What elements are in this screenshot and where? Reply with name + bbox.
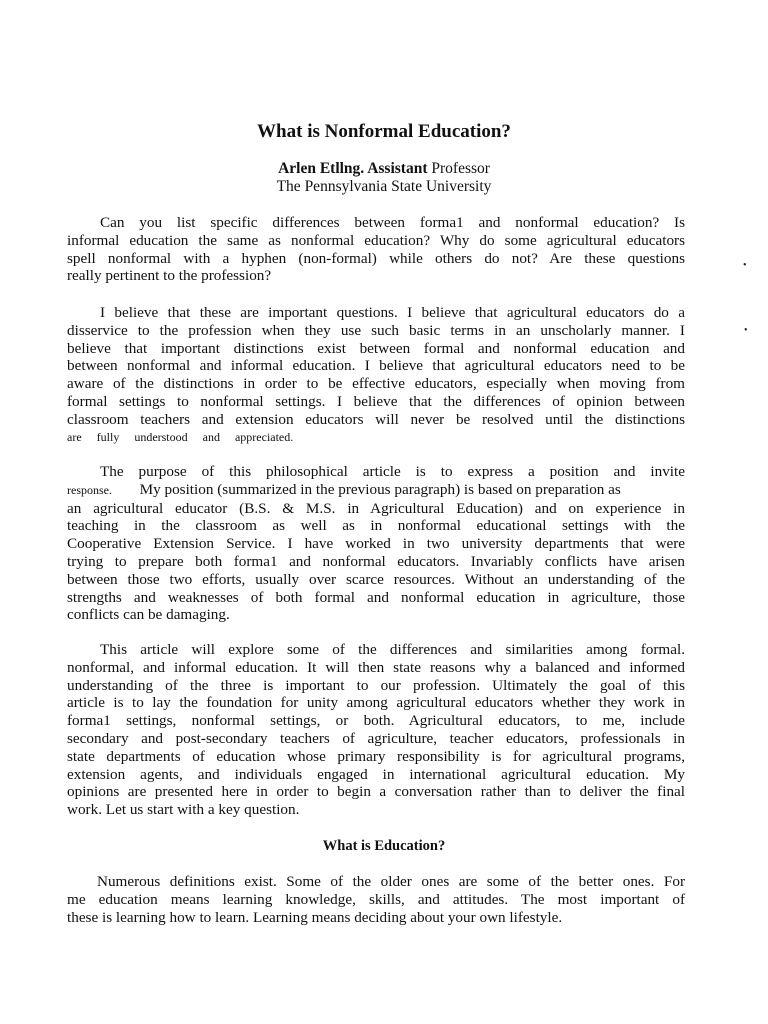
- paragraph-line: disservice to the profession when they use such basic terms in an unscholarly manner. I: [67, 321, 685, 339]
- paragraph-line: strengths and weaknesses of both formal and nonformal education in agriculture, those: [67, 588, 685, 606]
- paragraph-line: teaching in the classroom as well as in nonformal educational settings with the: [67, 517, 685, 535]
- paragraph-line: these is learning how to learn. Learning means deciding about your own lifestyle.: [67, 908, 563, 926]
- paragraph-line: forma1 settings, nonformal settings, or both. Agricultural educators, to me, include: [67, 712, 685, 730]
- paragraph-line: Cooperative Extension Service. I have worked in two university departments that were: [67, 535, 685, 553]
- paragraph-line: article is to lay the foundation for unity among agricultural educators whether they work in: [67, 694, 685, 712]
- paragraph-line: Numerous definitions exist. Some of the older ones are some of the better ones. For: [97, 873, 685, 890]
- section-paragraph: [67, 873, 685, 926]
- scan-speck-mark: •: [744, 325, 748, 336]
- paragraph-1: [67, 214, 685, 285]
- paragraph-line: secondary and post-secondary teachers of agriculture, teacher educators, professionals in: [67, 729, 685, 747]
- paragraph-line: [67, 481, 685, 500]
- paragraph-line: conflicts can be damaging.: [67, 606, 230, 624]
- author-role: Professor: [431, 160, 490, 177]
- paragraph-line: This article will explore some of the differences and similarities among formal.: [100, 641, 685, 658]
- paragraph-line: opinions are presented here in order to begin a conversation rather than to deliver the final: [67, 783, 685, 801]
- paragraph-4: [67, 641, 685, 819]
- paragraph-line: Can you list specific differences between forma1 and nonformal education? Is: [100, 214, 685, 231]
- paragraph-line: really pertinent to the profession?: [67, 267, 272, 285]
- paragraph-line: understanding of the three is important to our profession. Ultimately the goal of this: [67, 676, 685, 694]
- paragraph-line: formal settings to nonformal settings. I believe that the differences of opinion between: [67, 392, 685, 410]
- scan-speck-mark: •: [743, 260, 747, 271]
- paragraph-line: believe that important distinctions exist between formal and nonformal education and: [67, 339, 685, 357]
- paragraph-line: The purpose of this philosophical article is to express a position and invite: [100, 463, 685, 480]
- author-line: [0, 160, 768, 178]
- paragraph-line: spell nonformal with a hyphen (non-formal) while others do not? Are these questions: [67, 249, 685, 267]
- paragraph-line: classroom teachers and extension educators will never be resolved until the distinctions: [67, 410, 685, 428]
- paragraph-fragment: response.: [67, 482, 112, 497]
- paragraph-line: me education means learning knowledge, skills, and attitudes. The most important of: [67, 890, 685, 908]
- document-title: What is Nonformal Education?: [257, 121, 511, 142]
- author-name: Arlen Etllng. Assistant: [278, 160, 428, 177]
- paragraph-line: between those two efforts, usually over scarce resources. Without an understanding of the: [67, 570, 685, 588]
- paragraph-line: trying to prepare both forma1 and nonformal educators. Invariably conflicts have arisen: [67, 552, 685, 570]
- author-affiliation: The Pennsylvania State University: [276, 178, 492, 195]
- paragraph-line: nonformal, and informal education. It will then state reasons why a balanced and informed: [67, 658, 685, 676]
- paragraph-line: state departments of education whose primary responsibility is for agricultural programs,: [67, 747, 685, 765]
- paragraph-2: [67, 304, 685, 446]
- paragraph-line: an agricultural educator (B.S. & M.S. in Agricultural Education) and on experience in: [67, 499, 685, 517]
- paragraph-line: aware of the distinctions in order to be effective educators, especially when moving from: [67, 375, 685, 393]
- paragraph-3: [67, 463, 685, 624]
- paragraph-line: extension agents, and individuals engaged in international agricultural education. My: [67, 765, 685, 783]
- paragraph-fragment: My position (summarized in the previous paragraph) is based on preparation as: [139, 480, 621, 498]
- section-heading: What is Education?: [322, 838, 446, 854]
- paragraph-line: I believe that these are important questions. I believe that agricultural educators do a: [100, 304, 685, 321]
- paragraph-line: between nonformal and informal education. I believe that agricultural educators need to be: [67, 357, 685, 375]
- paragraph-line: work. Let us start with a key question.: [67, 801, 300, 819]
- paragraph-line: are fully understood and appreciated.: [67, 429, 294, 444]
- paragraph-line: informal education the same as nonformal education? Why do some agricultural educators: [67, 231, 685, 249]
